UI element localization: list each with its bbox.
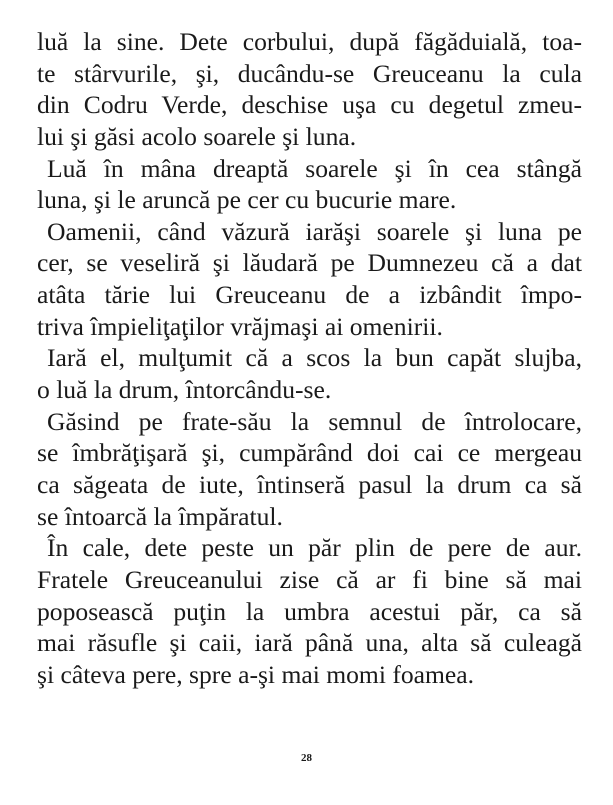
text-line: În cale, dete peste un păr plin de pere de aur. <box>47 533 582 563</box>
text-line: luna, şi le aruncă pe cer cu bucurie mare. <box>37 185 457 215</box>
paragraph-2 <box>37 153 582 216</box>
text-line: şi câteva pere, spre a-şi mai momi foamea. <box>37 659 475 689</box>
paragraph-5 <box>37 406 582 533</box>
text-line: se întoarcă la împăratul. <box>37 501 283 531</box>
text-line: Iară el, mulţumit că a scos la bun capăt slujba, <box>47 343 582 373</box>
text-line: Oamenii, când văzură iarăşi soarele şi luna pe <box>47 216 582 246</box>
paragraph-4 <box>37 342 582 405</box>
text-line: ca săgeata de iute, întinseră pasul la drum ca să <box>37 469 582 499</box>
body-text <box>37 26 582 690</box>
text-line: te stârvurile, şi, ducându-se Greuceanu la cula <box>37 58 582 88</box>
text-line: luă la sine. Dete corbului, după făgăduială, toa- <box>37 27 582 56</box>
paragraph-3 <box>37 216 582 343</box>
text-line: Găsind pe frate-său la semnul de întrolocare, <box>47 406 582 436</box>
text-line: triva împieliţaţilor vrăjmaşi ai omenirii. <box>37 311 443 341</box>
paragraph-6 <box>37 532 582 690</box>
text-line: lui şi găsi acolo soarele şi luna. <box>37 121 357 151</box>
text-line: se îmbrăţişară şi, cumpărând doi cai ce mergeau <box>37 438 582 468</box>
paragraph-1 <box>37 26 582 153</box>
page-number: 28 <box>301 752 312 764</box>
text-line: din Codru Verde, deschise uşa cu degetul zmeu- <box>37 90 582 120</box>
text-line: o luă la drum, întorcându-se. <box>37 375 332 405</box>
text-line: cer, se veseliră şi lăudară pe Dumnezeu că a dat <box>37 248 582 278</box>
text-line: Fratele Greuceanului zise că ar fi bine să mai <box>37 564 582 594</box>
text-line: mai răsufle şi caii, iară până una, alta să culeagă <box>37 628 582 658</box>
text-line: poposească puţin la umbra acestui păr, ca să <box>37 596 582 626</box>
text-line: atâta tărie lui Greuceanu de a izbândit împo- <box>37 280 582 310</box>
text-line: Luă în mâna dreaptă soarele şi în cea stângă <box>47 153 582 183</box>
